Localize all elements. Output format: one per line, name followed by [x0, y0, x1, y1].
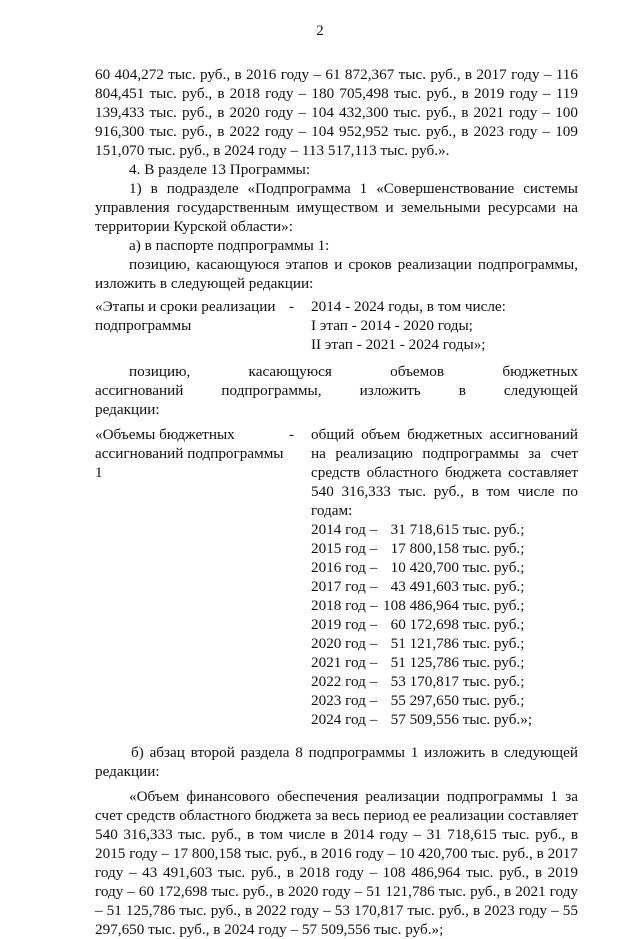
volumes-value	[311, 425, 578, 729]
year-amount: 57 509,556 тыс. руб.»;	[383, 711, 533, 728]
stages-line: 2014 - 2024 годы, в том числе:	[311, 298, 506, 315]
year-row	[311, 577, 578, 596]
year-label: 2016 год –	[311, 559, 378, 576]
stages-label: «Этапы и сроки реализации подпрограммы	[95, 298, 276, 334]
quote-paragraph: «Объем финансового обеспечения реализации подпрограммы 1 за счет средств областного бюджета за весь период ее реализации составляет 540 316,333 тыс. руб., в том числе в 2014 году – 31 718,615 тыс. руб., в 2015 году – 17 800,158 тыс. руб., в 2016 году – 10 420,700 тыс. руб., в 2017 году – 43 491,603 тыс. руб., в 2018 году – 108 486,964 тыс. руб., в 2019 году – 60 172,698 тыс. руб., в 2020 году – 51 121,786 тыс. руб., в 2021 году – 51 125,786 тыс. руб., в 2022 году – 53 170,817 тыс. руб., в 2023 году – 55 297,650 тыс. руб., в 2024 году – 57 509,556 тыс. руб.»;	[95, 788, 578, 938]
stages-dash: -	[289, 298, 295, 315]
year-row	[311, 596, 578, 615]
item-1-subsection: 1) в подразделе «Подпрограмма 1 «Совершенствование системы управления государственным имуществом и земельными ресурсами на территории Курской области»:	[95, 180, 578, 235]
item-b-paragraph: б) абзац второй раздела 8 подпрограммы 1 изложить в следующей редакции:	[95, 744, 578, 780]
year-amount: 17 800,158 тыс. руб.;	[383, 540, 525, 557]
year-amount: 53 170,817 тыс. руб.;	[383, 673, 525, 690]
volumes-intro: общий объем бюджетных ассигнований на реализацию подпрограммы за счет средств областного бюджета составляет 540 316,333 тыс. руб., в том числе по годам:	[311, 426, 578, 519]
year-row	[311, 691, 578, 710]
paragraph-funding-continuation: 60 404,272 тыс. руб., в 2016 году – 61 872,367 тыс. руб., в 2017 году – 116 804,451 тыс. руб., в 2018 году – 180 705,498 тыс. руб., в 2019 году – 119 139,433 тыс. руб., в 2020 году – 104 432,300 тыс. руб., в 2021 году – 100 916,300 тыс. руб., в 2022 году – 104 952,952 тыс. руб., в 2023 году – 109 151,070 тыс. руб., в 2024 году – 113 517,113 тыс. руб.».	[95, 66, 578, 159]
volumes-block	[95, 425, 578, 729]
year-amount: 55 297,650 тыс. руб.;	[383, 692, 525, 709]
volumes-dash: -	[289, 426, 295, 443]
year-amount: 10 420,700 тыс. руб.;	[383, 559, 525, 576]
position-stages-intro: позицию, касающуюся этапов и сроков реализации подпрограммы, изложить в следующей редакции:	[95, 256, 578, 292]
stages-line: II этап - 2021 - 2024 годы»;	[311, 336, 486, 353]
year-row	[311, 520, 578, 539]
year-label: 2021 год –	[311, 654, 378, 671]
year-label: 2022 год –	[311, 673, 378, 690]
year-label: 2018 год –	[311, 597, 378, 614]
year-label: 2015 год –	[311, 540, 378, 557]
year-label: 2024 год –	[311, 711, 378, 728]
year-label: 2017 год –	[311, 578, 378, 595]
year-label: 2023 год –	[311, 692, 378, 709]
year-label: 2019 год –	[311, 616, 378, 633]
year-row	[311, 672, 578, 691]
year-label: 2014 год –	[311, 521, 378, 538]
year-row	[311, 710, 578, 729]
page-number: 2	[316, 23, 324, 39]
year-amount: 43 491,603 тыс. руб.;	[383, 578, 525, 595]
year-row	[311, 634, 578, 653]
document-body	[95, 65, 578, 939]
year-amount: 51 125,786 тыс. руб.;	[383, 654, 525, 671]
item-4-heading: 4. В разделе 13 Программы:	[129, 161, 311, 178]
year-amount: 31 718,615 тыс. руб.;	[383, 521, 525, 538]
year-amount: 108 486,964 тыс. руб.;	[383, 597, 525, 614]
position-volumes-intro: позицию, касающуюся объемов бюджетных ассигнований подпрограммы, изложить в следующей редакции:	[95, 363, 578, 418]
stages-line: I этап - 2014 - 2020 годы;	[311, 317, 473, 334]
year-row	[311, 558, 578, 577]
year-amount: 51 121,786 тыс. руб.;	[383, 635, 525, 652]
volumes-label: «Объемы бюджетных ассигнований подпрограммы 1	[95, 426, 284, 481]
year-row	[311, 539, 578, 558]
year-row	[311, 615, 578, 634]
year-amount: 60 172,698 тыс. руб.;	[383, 616, 525, 633]
year-row	[311, 653, 578, 672]
stages-block	[95, 297, 578, 354]
item-a-passport: а) в паспорте подпрограммы 1:	[129, 237, 330, 254]
year-label: 2020 год –	[311, 635, 378, 652]
stages-value	[311, 297, 578, 354]
